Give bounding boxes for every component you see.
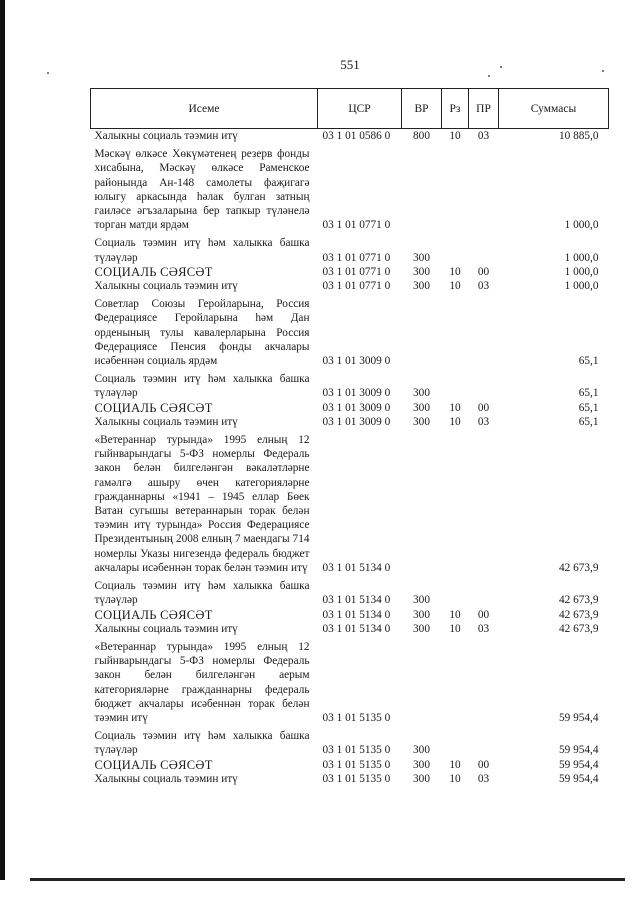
cell-csr: 03 1 01 0586 0: [322, 130, 391, 142]
cell-csr: 03 1 01 5134 0: [322, 622, 391, 635]
cell-rz: [442, 429, 469, 575]
cell-rz: 10: [449, 415, 461, 428]
cell-name: Халыкны социаль тәэмин итү: [94, 130, 238, 142]
table-row: [91, 622, 609, 636]
cell-vr: 300: [413, 744, 430, 757]
cell-sum: 1 000,0: [564, 219, 599, 232]
cell-name: СОЦИАЛЬ СӘЯСӘТ: [94, 400, 213, 415]
table-row: [91, 772, 609, 786]
cell-vr: [402, 293, 442, 368]
page-number: 551: [340, 57, 360, 72]
cell-name: СОЦИАЛЬ СӘЯСӘТ: [94, 757, 213, 772]
cell-csr: 03 1 01 3009 0: [322, 355, 391, 368]
cell-name: Советлар Союзы Геройларына, Россия Федерациясе Геройларына һәм Дан орденының тулы кавалерларына Россия Федерациясе Пенсия фонды акчалары исәбеннән социаль ярдәм: [94, 298, 310, 368]
cell-csr: 03 1 01 5135 0: [322, 772, 391, 785]
cell-csr: 03 1 01 5135 0: [322, 711, 391, 724]
cell-pr: 00: [477, 608, 490, 621]
table-row: [91, 293, 609, 368]
cell-vr: [402, 636, 442, 725]
cell-rz: 10: [449, 772, 461, 785]
cell-pr: 03: [477, 415, 490, 428]
cell-pr: 03: [477, 772, 490, 785]
cell-name: СОЦИАЛЬ СӘЯСӘТ: [94, 264, 213, 279]
cell-vr: 300: [413, 622, 430, 635]
cell-name: Халыкны социаль тәэмин итү: [94, 772, 238, 785]
table-row: [91, 758, 609, 772]
cell-csr: 03 1 01 5134 0: [322, 608, 391, 621]
cell-rz: [442, 293, 469, 368]
cell-pr: [469, 293, 499, 368]
cell-vr: 300: [413, 387, 430, 400]
cell-vr: 300: [413, 401, 430, 414]
cell-sum: 65,1: [578, 387, 599, 400]
cell-sum: 42 673,9: [558, 561, 599, 574]
scan-speck: [488, 75, 490, 77]
cell-csr: 03 1 01 5135 0: [322, 758, 391, 771]
cell-sum: 59 954,4: [558, 772, 599, 785]
cell-vr: [402, 429, 442, 575]
budget-table: [90, 88, 609, 786]
header-rz: Рз: [442, 89, 469, 129]
table-row: [91, 401, 609, 415]
cell-name: Социаль тәэмин итү һәм халыкка башка түләүләр: [94, 237, 310, 264]
cell-name: Халыкны социаль тәэмин итү: [94, 280, 238, 293]
table-row: [91, 279, 609, 293]
cell-vr: 300: [413, 608, 430, 621]
cell-csr: 03 1 01 5134 0: [322, 561, 391, 574]
cell-sum: 1 000,0: [564, 265, 599, 278]
cell-rz: 10: [449, 130, 461, 142]
cell-sum: 42 673,9: [558, 622, 599, 635]
table-row: [91, 265, 609, 279]
cell-rz: 10: [449, 265, 461, 278]
cell-rz: 10: [449, 280, 461, 293]
header-sum: Суммасы: [499, 89, 609, 129]
cell-rz: 10: [449, 622, 461, 635]
cell-vr: [402, 143, 442, 232]
cell-vr: 800: [413, 130, 430, 142]
cell-name: Социаль тәэмин итү һәм халыкка башка түләүләр: [94, 580, 310, 607]
cell-name: «Ветераннар турында» 1995 елның 12 гыйнварындагы 5-ФЗ номерлы Федераль закон белән билгеләнгән вәкаләтләрне гамәлгә ашыру өчен категорияләрне гражданнарны «1941 – 1945 еллар Бөек Ватан сугышы ветераннарын торак белән тәэмин итү турында» Россия Федерациясе Президентының 2008 елның 7 маендагы 714 номерлы Указы нигезендә федераль бюджет акчалары исәбеннән торак белән тәэмин итү: [94, 434, 310, 574]
scan-speck: [47, 72, 49, 74]
cell-name: Халыкны социаль тәэмин итү: [94, 415, 238, 428]
cell-vr: 300: [413, 415, 430, 428]
cell-rz: [442, 636, 469, 725]
table-row: [91, 575, 609, 607]
cell-rz: [442, 725, 469, 757]
cell-sum: 10 885,0: [558, 130, 599, 142]
cell-rz: 10: [449, 401, 461, 414]
cell-csr: 03 1 01 0771 0: [322, 251, 391, 264]
cell-pr: 00: [477, 265, 490, 278]
cell-sum: 65,1: [578, 401, 599, 414]
cell-name: «Ветераннар турында» 1995 елның 12 гыйнварындагы 5-ФЗ номерлы Федераль закон белән билгеләнгән аерым категорияләрне гражданнарны федераль бюджет акчалары исәбеннән торак белән тәэмин итү: [94, 640, 310, 724]
cell-pr: [469, 725, 499, 757]
cell-pr: [469, 143, 499, 232]
header-csr: ЦСР: [318, 89, 402, 129]
cell-csr: 03 1 01 3009 0: [322, 387, 391, 400]
cell-sum: 1 000,0: [564, 251, 599, 264]
scan-edge-left: [0, 0, 5, 880]
cell-rz: [442, 575, 469, 607]
table-row: [91, 129, 609, 144]
cell-csr: 03 1 01 0771 0: [322, 265, 391, 278]
header-name: Исеме: [91, 89, 318, 129]
cell-rz: [442, 143, 469, 232]
table-row: [91, 143, 609, 232]
cell-pr: [469, 368, 499, 400]
cell-rz: 10: [449, 758, 461, 771]
cell-csr: 03 1 01 5134 0: [322, 594, 391, 607]
cell-pr: 03: [477, 280, 490, 293]
scan-edge-bottom: [30, 878, 625, 881]
table-header-row: [91, 89, 609, 129]
cell-sum: 42 673,9: [558, 608, 599, 621]
cell-vr: 300: [413, 594, 430, 607]
cell-rz: [442, 368, 469, 400]
cell-pr: 00: [477, 758, 490, 771]
cell-vr: 300: [413, 251, 430, 264]
header-pr: ПР: [469, 89, 499, 129]
cell-csr: 03 1 01 0771 0: [322, 280, 391, 293]
cell-name: Социаль тәэмин итү һәм халыкка башка түләүләр: [94, 373, 310, 400]
cell-vr: 300: [413, 772, 430, 785]
cell-vr: 300: [413, 758, 430, 771]
cell-name: Социаль тәэмин итү һәм халыкка башка түләүләр: [94, 730, 310, 757]
cell-sum: 59 954,4: [558, 744, 599, 757]
cell-pr: 00: [477, 401, 490, 414]
header-vr: ВР: [402, 89, 442, 129]
cell-csr: 03 1 01 3009 0: [322, 401, 391, 414]
cell-name: Мәскәү өлкәсе Хөкүмәтенең резерв фонды хисабына, Мәскәү өлкәсе Раменское районында Ан-148 самолеты фаҗигагә юлыгу аркасында һәлак булган затның гаиләсе әгъзаларына бер тапкыр түләнелә торган матди ярдәм: [94, 148, 310, 232]
table-row: [91, 725, 609, 757]
cell-vr: 300: [413, 265, 430, 278]
cell-pr: [469, 575, 499, 607]
cell-csr: 03 1 01 5135 0: [322, 744, 391, 757]
cell-sum: 65,1: [578, 355, 599, 368]
cell-sum: 65,1: [578, 415, 599, 428]
cell-name: СОЦИАЛЬ СӘЯСӘТ: [94, 607, 213, 622]
cell-pr: [469, 636, 499, 725]
cell-csr: 03 1 01 3009 0: [322, 415, 391, 428]
scan-speck: [602, 70, 604, 72]
scan-speck: [500, 66, 502, 68]
table-row: [91, 415, 609, 429]
cell-sum: 59 954,4: [558, 711, 599, 724]
cell-sum: 59 954,4: [558, 758, 599, 771]
cell-rz: 10: [449, 608, 461, 621]
table-row: [91, 232, 609, 264]
cell-pr: [469, 232, 499, 264]
cell-rz: [442, 232, 469, 264]
table-row: [91, 636, 609, 725]
table-row: [91, 368, 609, 400]
cell-pr: [469, 429, 499, 575]
table-row: [91, 608, 609, 622]
cell-vr: 300: [413, 280, 430, 293]
cell-csr: 03 1 01 0771 0: [322, 219, 391, 232]
cell-name: Халыкны социаль тәэмин итү: [94, 622, 238, 635]
cell-pr: 03: [477, 622, 490, 635]
cell-sum: 42 673,9: [558, 594, 599, 607]
table-row: [91, 429, 609, 575]
cell-sum: 1 000,0: [564, 280, 599, 293]
cell-pr: 03: [477, 130, 490, 142]
